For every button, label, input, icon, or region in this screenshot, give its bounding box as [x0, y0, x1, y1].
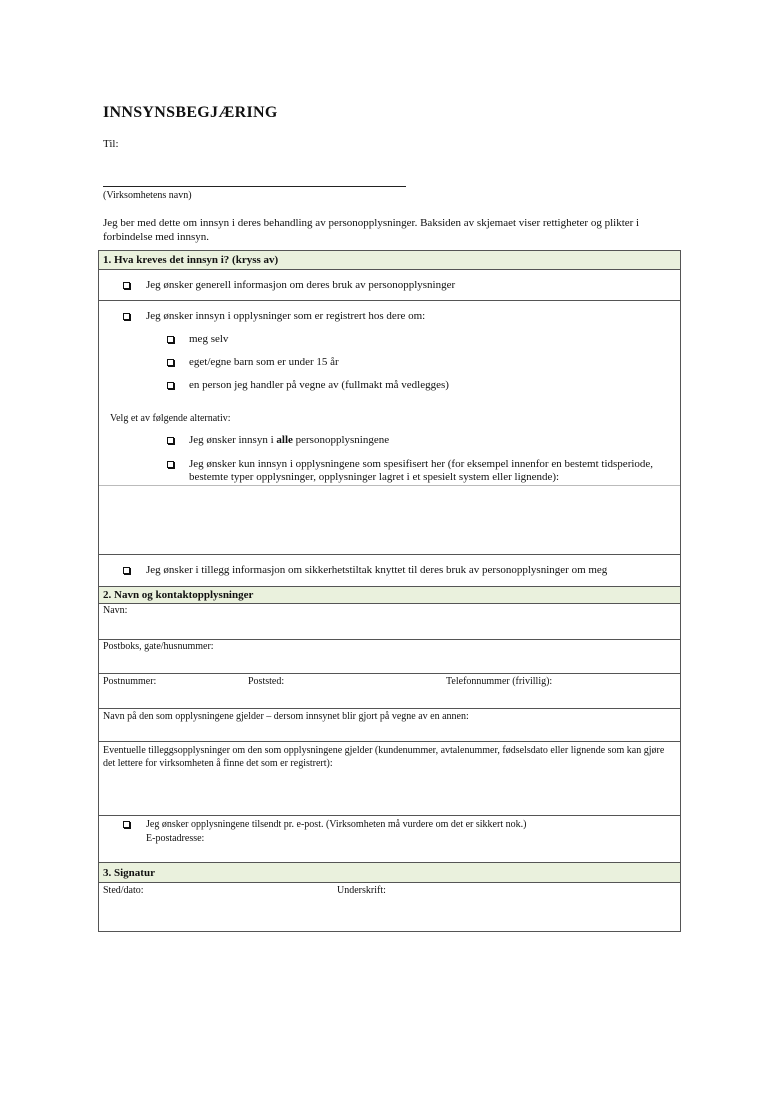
- extra-info-label: Eventuelle tilleggsopplysninger om den som opplysningene gjelder (kundenummer, avtalenummer, fødselsdato eller lignende som kan gjøre det lettere for virksomheten å finne det som er registrert):: [103, 745, 665, 769]
- divider: [99, 300, 680, 301]
- option-registered-label: Jeg ønsker innsyn i opplysninger som er registrert hos dere om:: [146, 310, 426, 322]
- city-field-label: Poststed:: [248, 676, 285, 687]
- name-field-label: Navn:: [103, 605, 128, 616]
- alt-all-label: [189, 434, 389, 446]
- recipient-label: (Virksomhetens navn): [103, 190, 192, 201]
- address-field-label: Postboks, gate/husnummer:: [103, 641, 214, 652]
- option-security-label: Jeg ønsker i tillegg informasjon om sikkerhetstiltak knyttet til deres bruk av personopplysninger om meg: [146, 564, 608, 576]
- email-option-label: Jeg ønsker opplysningene tilsendt pr. e-post. (Virksomheten må vurdere om det er sikkert nok.): [146, 819, 527, 830]
- checkbox-registered[interactable]: [123, 313, 130, 320]
- alt-all-post: personopplysningene: [292, 434, 390, 446]
- choose-label: Velg et av følgende alternativ:: [110, 413, 231, 424]
- behalf-name-label: Navn på den som opplysningene gjelder – dersom innsynet blir gjort på vegne av en annen:: [103, 711, 469, 722]
- divider: [99, 673, 680, 674]
- signature-label: Underskrift:: [337, 885, 386, 896]
- checkbox-specific[interactable]: [167, 461, 174, 468]
- checkbox-children[interactable]: [167, 359, 174, 366]
- intro-text: Jeg ber med dette om innsyn i deres behandling av personopplysninger. Baksiden av skjemaet viser rettigheter og plikter i forbindelse med innsyn.: [103, 217, 640, 243]
- divider: [99, 708, 680, 709]
- alt-all-bold: alle: [276, 434, 293, 446]
- section1-header: 1. Hva kreves det innsyn i? (kryss av): [99, 251, 680, 270]
- email-address-label: E-postadresse:: [146, 833, 205, 844]
- place-date-label: Sted/dato:: [103, 885, 144, 896]
- checkbox-security[interactable]: [123, 567, 130, 574]
- checkbox-general[interactable]: [123, 282, 130, 289]
- divider: [99, 741, 680, 742]
- section3-header: 3. Signatur: [99, 863, 680, 883]
- divider: [99, 815, 680, 816]
- checkbox-proxy[interactable]: [167, 382, 174, 389]
- checkbox-self[interactable]: [167, 336, 174, 343]
- alt-all-pre: Jeg ønsker innsyn i: [189, 434, 277, 446]
- phone-field-label: Telefonnummer (frivillig):: [446, 676, 553, 687]
- alt-specific-label: Jeg ønsker kun innsyn i opplysningene som spesifisert her (for eksempel innenfor en bestemt tidsperiode, bestemte typer opplysninger, opplysninger lagret i et spesielt system eller lignende):: [189, 458, 654, 483]
- postcode-field-label: Postnummer:: [103, 676, 157, 687]
- recipient-line[interactable]: [103, 186, 406, 187]
- to-label: Til:: [103, 138, 119, 150]
- form-table: [98, 250, 681, 932]
- checkbox-all[interactable]: [167, 437, 174, 444]
- page-title: INNSYNSBEGJÆRING: [103, 104, 278, 121]
- option-general-label: Jeg ønsker generell informasjon om deres bruk av personopplysninger: [146, 279, 456, 291]
- checkbox-email[interactable]: [123, 821, 130, 828]
- sub-proxy-label: en person jeg handler på vegne av (fullmakt må vedlegges): [189, 379, 449, 391]
- divider: [99, 554, 680, 555]
- section2-header: 2. Navn og kontaktopplysninger: [99, 587, 680, 604]
- sub-children-label: eget/egne barn som er under 15 år: [189, 356, 339, 368]
- divider: [99, 639, 680, 640]
- specific-textarea[interactable]: [99, 486, 680, 554]
- sub-self-label: meg selv: [189, 333, 229, 345]
